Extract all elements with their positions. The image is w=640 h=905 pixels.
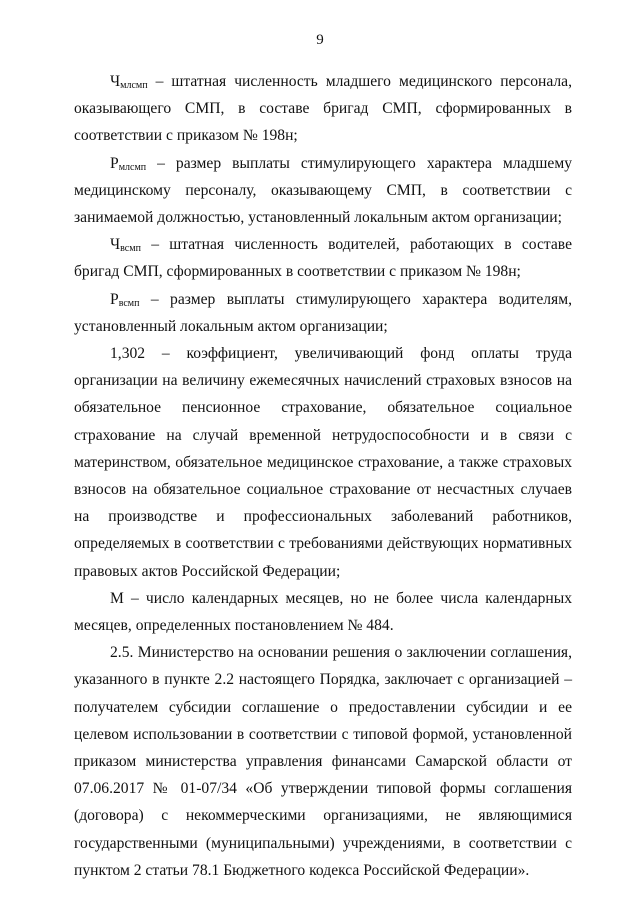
- definition-paragraph: [74, 68, 572, 150]
- section-2-5-paragraph: 2.5. Министерство на основании решения о заключении соглашения, указанного в пункте 2.2 настоящего Порядка, заключает с организацией – получателем субсидии соглашение о предоставлении субсидии и ее целевом использовании в соответствии с типовой формой, установленной приказом министерства управления финансами Самарской области от 07.06.2017 № 01-07/34 «Об утверждении типовой формы соглашения (договора) с некоммерческими организациями, не являющимися государственными (муниципальными) учреждениями, в соответствии с пунктом 2 статьи 78.1 Бюджетного кодекса Российской Федерации».: [74, 644, 572, 879]
- document-body: [74, 68, 572, 884]
- definition-paragraph: [74, 231, 572, 285]
- variable-symbol: Р: [110, 154, 119, 172]
- variable-subscript: всмп: [120, 243, 141, 255]
- coefficient-paragraph: 1,302 – коэффициент, увеличивающий фонд оплаты труда организации на величину ежемесячных начислений страховых взносов на обязательное пенсионное страхование, обязательное социальное страхование на случай временной нетрудоспособности и в связи с материнством, обязательное медицинское страхование, а также страховых взносов на обязательное социальное страхование от несчастных случаев на производстве и профессиональных заболеваний работников, определяемых в соответствии с требованиями действующих нормативных правовых актов Российской Федерации;: [74, 345, 572, 580]
- variable-symbol: Ч: [110, 236, 121, 254]
- variable-subscript: всмп: [118, 297, 140, 309]
- variable-symbol: Ч: [110, 73, 121, 90]
- definition-text: – размер выплаты стимулирующего характера младшему медицинскому персоналу, оказывающему СМП, в соответствии с занимаемой должностью, установленный локальным актом организации;: [74, 154, 572, 227]
- definition-paragraph: [74, 150, 572, 232]
- definition-paragraph: [74, 286, 572, 340]
- variable-subscript: млсмп: [120, 80, 148, 91]
- page-number: 9: [316, 32, 324, 48]
- definition-text: – размер выплаты стимулирующего характера водителям, установленный локальным актом организации;: [74, 290, 572, 335]
- variable-subscript: млсмп: [118, 161, 147, 173]
- variable-symbol: Р: [110, 290, 119, 308]
- definition-text: – штатная численность младшего медицинского персонала, оказывающего СМП, в составе бригад СМП, сформированных в соответствии с приказом № 198н;: [74, 73, 572, 145]
- months-paragraph: М – число календарных месяцев, но не более числа календарных месяцев, определенных постановлением № 484.: [74, 589, 572, 635]
- definition-text: – штатная численность водителей, работающих в составе бригад СМП, сформированных в соответствии с приказом № 198н;: [74, 236, 572, 281]
